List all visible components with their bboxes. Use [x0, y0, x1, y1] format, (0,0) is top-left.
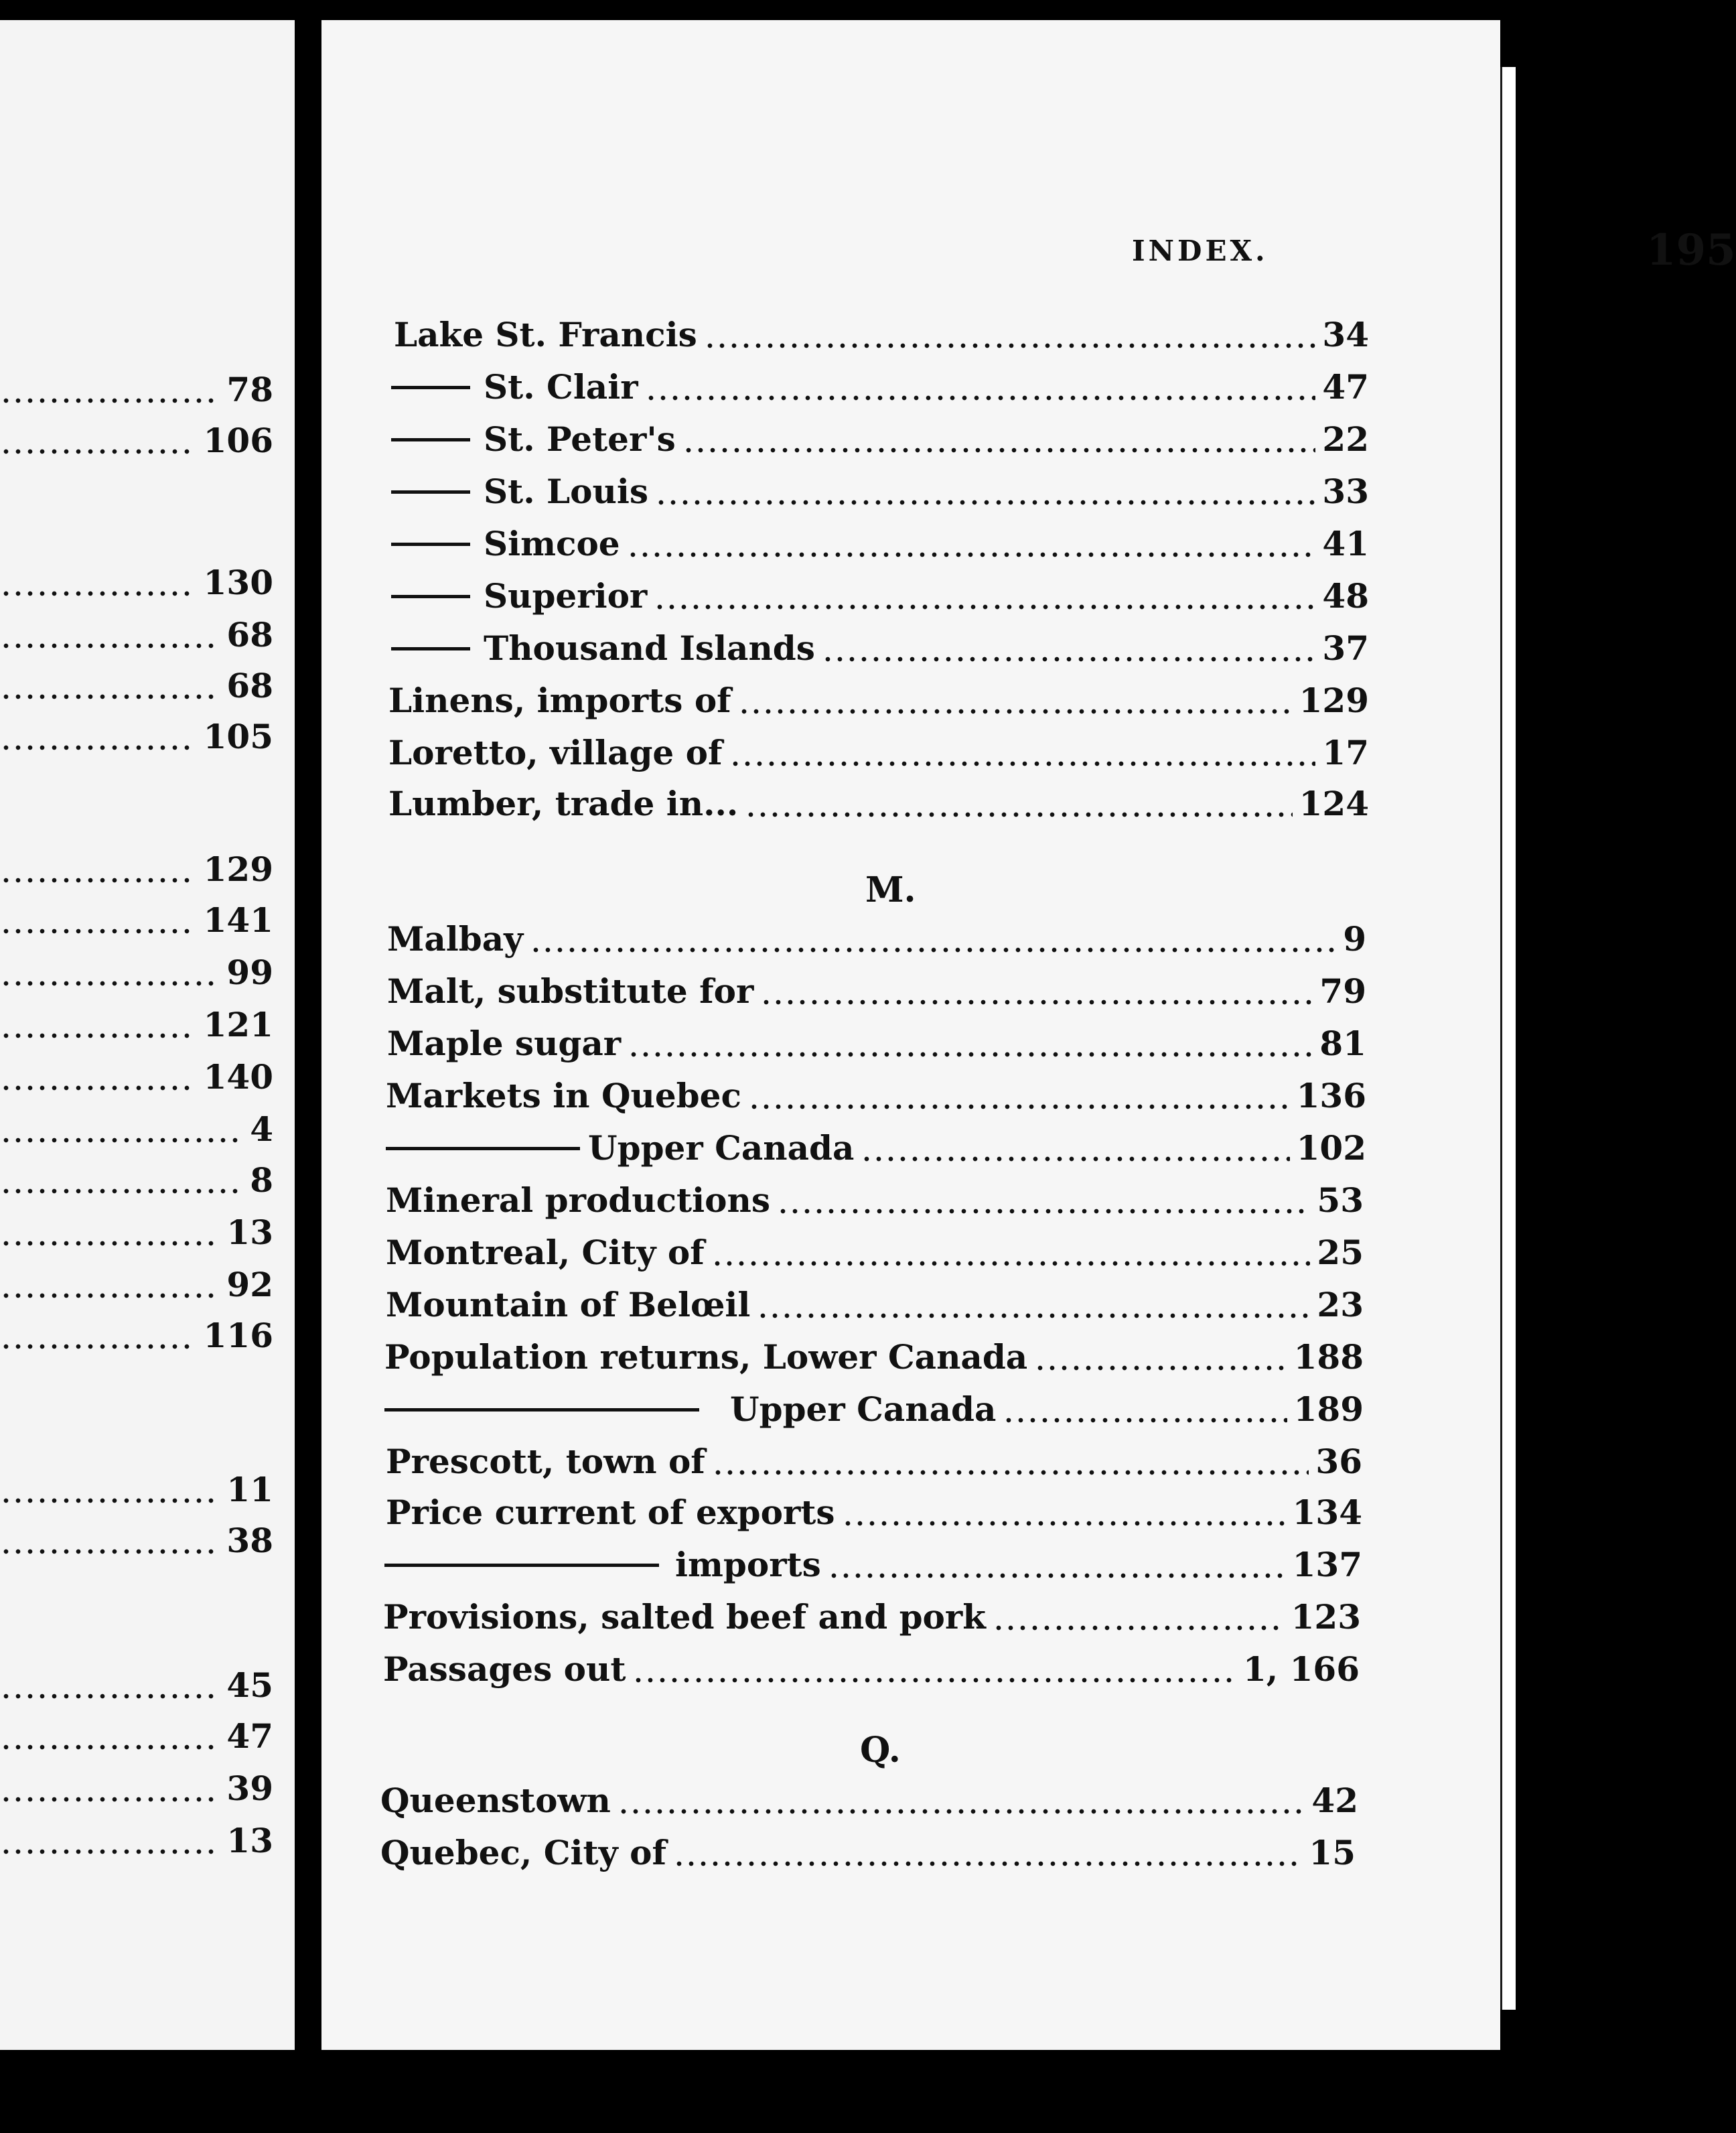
index-entry	[386, 1233, 1364, 1272]
index-entry	[391, 472, 1369, 511]
left-page-number: 38	[226, 1521, 273, 1560]
section-letter-q: Q.	[860, 1730, 901, 1771]
entry-term: Prescott, town of	[386, 1442, 705, 1481]
left-index-row	[0, 1005, 273, 1044]
left-page-number: 4	[250, 1109, 273, 1149]
dot-leader	[655, 499, 1315, 506]
dot-leader	[842, 1520, 1286, 1527]
entry-term: Markets in Quebec	[386, 1076, 741, 1115]
dot-leader	[748, 1103, 1290, 1110]
dot-leader	[738, 708, 1293, 715]
left-index-row	[0, 563, 273, 602]
entry-term: St. Peter's	[484, 419, 676, 459]
left-index-row	[0, 1521, 273, 1560]
entry-term: Price current of exports	[386, 1493, 835, 1532]
dot-leader	[828, 1572, 1286, 1579]
entry-term: Upper Canada	[730, 1389, 997, 1429]
dot-leader	[712, 1469, 1309, 1476]
index-entry	[386, 1128, 1366, 1168]
ditto-dash	[391, 595, 470, 598]
entry-term: Quebec, City of	[380, 1833, 666, 1872]
entry-page: 37	[1322, 628, 1369, 668]
entry-term: St. Clair	[484, 367, 638, 407]
left-index-row	[0, 615, 273, 655]
index-entry	[388, 681, 1369, 720]
index-entry	[391, 524, 1369, 563]
entry-page: 42	[1311, 1781, 1358, 1820]
left-page-number: 129	[203, 849, 273, 889]
entry-page: 33	[1322, 472, 1369, 511]
ditto-dash	[391, 543, 470, 546]
left-page-number: 105	[203, 717, 273, 756]
dot-leader	[0, 1032, 196, 1039]
left-index-row	[0, 1160, 273, 1200]
entry-page: 124	[1299, 784, 1369, 823]
dot-leader	[729, 760, 1316, 767]
left-index-row	[0, 717, 273, 756]
dot-leader	[0, 877, 196, 884]
dot-leader	[0, 1292, 218, 1299]
left-index-row	[0, 1109, 273, 1149]
entry-page: 188	[1293, 1337, 1364, 1377]
left-index-row	[0, 849, 273, 889]
left-index-row	[0, 666, 273, 705]
entry-term: Linens, imports of	[388, 681, 731, 720]
left-page-number: 116	[203, 1316, 273, 1355]
dot-leader	[0, 1848, 218, 1855]
entry-page: 53	[1317, 1180, 1364, 1220]
dot-leader	[0, 744, 196, 751]
entry-term: Montreal, City of	[386, 1233, 705, 1272]
index-entry	[384, 1545, 1362, 1584]
left-page-number: 141	[203, 900, 273, 940]
page-edge	[1500, 67, 1516, 2010]
index-entry	[386, 1442, 1362, 1481]
dot-leader	[627, 551, 1316, 558]
dot-leader	[757, 1312, 1310, 1319]
entry-page: 34	[1322, 315, 1369, 354]
entry-term: Queenstown	[380, 1781, 611, 1820]
entry-term: Lumber, trade in...	[388, 784, 739, 823]
left-index-row	[0, 421, 273, 460]
entry-page: 123	[1291, 1597, 1361, 1637]
left-index-row	[0, 370, 273, 409]
entry-page: 137	[1292, 1545, 1362, 1584]
index-entry	[391, 576, 1369, 616]
left-page-number: 106	[203, 421, 273, 460]
dot-leader	[0, 1796, 218, 1803]
dot-leader	[0, 642, 218, 649]
entry-page: 129	[1299, 681, 1369, 720]
dot-leader	[0, 1343, 196, 1350]
index-entry	[386, 1285, 1364, 1324]
index-entry	[380, 1781, 1358, 1820]
dot-leader	[618, 1808, 1305, 1815]
index-entry	[387, 971, 1366, 1011]
left-page-number: 47	[226, 1716, 273, 1756]
index-entry	[387, 919, 1366, 959]
entry-page: 189	[1293, 1389, 1364, 1429]
entry-term: Malt, substitute for	[387, 971, 754, 1011]
running-head: INDEX.	[1132, 234, 1269, 267]
index-entry	[387, 1024, 1366, 1063]
entry-term: Population returns, Lower Canada	[384, 1337, 1028, 1377]
dot-leader	[0, 1548, 218, 1555]
page-number: 195	[1646, 225, 1736, 275]
dot-leader	[530, 947, 1336, 953]
entry-page: 136	[1296, 1076, 1366, 1115]
index-entry	[386, 1076, 1366, 1115]
dot-leader	[1034, 1365, 1287, 1371]
dot-leader	[0, 693, 218, 700]
dot-leader	[760, 999, 1313, 1006]
dot-leader	[704, 342, 1316, 349]
left-page-number: 130	[203, 563, 273, 602]
entry-term: Superior	[484, 576, 648, 616]
entry-term: Lake St. Francis	[394, 315, 697, 354]
dot-leader	[993, 1625, 1285, 1631]
ditto-dash	[384, 1408, 699, 1412]
dot-leader	[645, 395, 1316, 401]
left-page-number: 92	[226, 1265, 273, 1304]
dot-leader	[0, 1188, 242, 1194]
entry-term: Mineral productions	[386, 1180, 770, 1220]
dot-leader	[0, 448, 196, 455]
dot-leader	[0, 1085, 196, 1091]
dot-leader	[632, 1677, 1236, 1683]
left-index-row	[0, 1057, 273, 1097]
entry-page: 15	[1309, 1833, 1356, 1872]
index-entry	[380, 1833, 1356, 1872]
entry-page: 17	[1322, 733, 1369, 772]
left-page-number: 13	[226, 1821, 273, 1860]
entry-term: Loretto, village of	[388, 733, 723, 772]
left-page-number: 45	[226, 1665, 273, 1705]
entry-term: Upper Canada	[588, 1128, 855, 1168]
left-page-number: 39	[226, 1769, 273, 1808]
index-entry	[391, 628, 1369, 668]
ditto-dash	[384, 1564, 659, 1567]
index-entry	[384, 1389, 1364, 1429]
entry-page: 1, 166	[1243, 1649, 1360, 1689]
dot-leader	[0, 1497, 218, 1504]
ditto-dash	[391, 438, 470, 441]
dot-leader	[0, 397, 218, 404]
index-entry	[388, 784, 1369, 823]
entry-page: 102	[1296, 1128, 1366, 1168]
dot-leader	[711, 1260, 1311, 1267]
book-gutter	[295, 0, 321, 2133]
entry-page: 134	[1292, 1493, 1362, 1532]
dot-leader	[822, 656, 1315, 663]
index-entry	[386, 1180, 1364, 1220]
left-page-number: 13	[226, 1213, 273, 1252]
left-page-number: 8	[250, 1160, 273, 1200]
entry-page: 81	[1319, 1024, 1366, 1063]
left-page-number: 68	[226, 615, 273, 655]
dot-leader	[0, 928, 196, 935]
ditto-dash	[391, 647, 470, 650]
index-entry	[394, 315, 1369, 354]
entry-page: 79	[1319, 971, 1366, 1011]
index-entry	[391, 419, 1369, 459]
entry-page: 22	[1322, 419, 1369, 459]
entry-page: 23	[1317, 1285, 1364, 1324]
dot-leader	[1003, 1417, 1287, 1424]
ditto-dash	[391, 490, 470, 494]
index-page	[321, 20, 1736, 2050]
index-entry	[388, 733, 1369, 772]
dot-leader	[861, 1156, 1289, 1162]
ditto-dash	[386, 1147, 580, 1150]
entry-term: Thousand Islands	[484, 628, 815, 668]
dot-leader	[628, 1051, 1313, 1058]
dot-leader	[0, 980, 218, 987]
index-entry	[383, 1597, 1361, 1637]
left-page-number: 121	[203, 1005, 273, 1044]
dot-leader	[0, 1240, 218, 1247]
left-index-row	[0, 953, 273, 992]
entry-page: 25	[1317, 1233, 1364, 1272]
left-page-number: 78	[226, 370, 273, 409]
entry-page: 9	[1343, 919, 1366, 959]
entry-term: imports	[675, 1545, 821, 1584]
entry-term: Maple sugar	[387, 1024, 622, 1063]
section-letter-m: M.	[865, 870, 916, 910]
entry-term: Passages out	[383, 1649, 626, 1689]
left-index-row	[0, 1821, 273, 1860]
left-index-row	[0, 900, 273, 940]
dot-leader	[0, 1137, 242, 1144]
entry-term: Provisions, salted beef and pork	[383, 1597, 986, 1637]
entry-term: Malbay	[387, 919, 524, 959]
left-index-row	[0, 1716, 273, 1756]
left-page-number: 68	[226, 666, 273, 705]
entry-term: Mountain of Belœil	[386, 1285, 751, 1324]
dot-leader	[673, 1860, 1302, 1867]
entry-page: 36	[1315, 1442, 1362, 1481]
ditto-dash	[391, 386, 470, 389]
left-index-row	[0, 1470, 273, 1509]
entry-page: 41	[1322, 524, 1369, 563]
left-index-row	[0, 1213, 273, 1252]
left-page-number: 99	[226, 953, 273, 992]
left-index-row	[0, 1265, 273, 1304]
index-entry	[383, 1649, 1360, 1689]
entry-term: St. Louis	[484, 472, 649, 511]
dot-leader	[745, 811, 1292, 818]
left-page-number: 11	[226, 1470, 273, 1509]
dot-leader	[654, 604, 1315, 610]
index-entry	[391, 367, 1369, 407]
dot-leader	[777, 1208, 1310, 1215]
index-entry	[384, 1337, 1364, 1377]
dot-leader	[682, 447, 1316, 454]
left-index-row	[0, 1316, 273, 1355]
index-entry	[386, 1493, 1362, 1532]
dot-leader	[0, 1693, 218, 1700]
left-index-row	[0, 1769, 273, 1808]
dot-leader	[0, 1744, 218, 1750]
left-page-number: 140	[203, 1057, 273, 1097]
entry-page: 47	[1322, 367, 1369, 407]
left-index-row	[0, 1665, 273, 1705]
entry-term: Simcoe	[484, 524, 620, 563]
entry-page: 48	[1322, 576, 1369, 616]
dot-leader	[0, 590, 196, 597]
left-facing-page	[0, 20, 295, 2050]
